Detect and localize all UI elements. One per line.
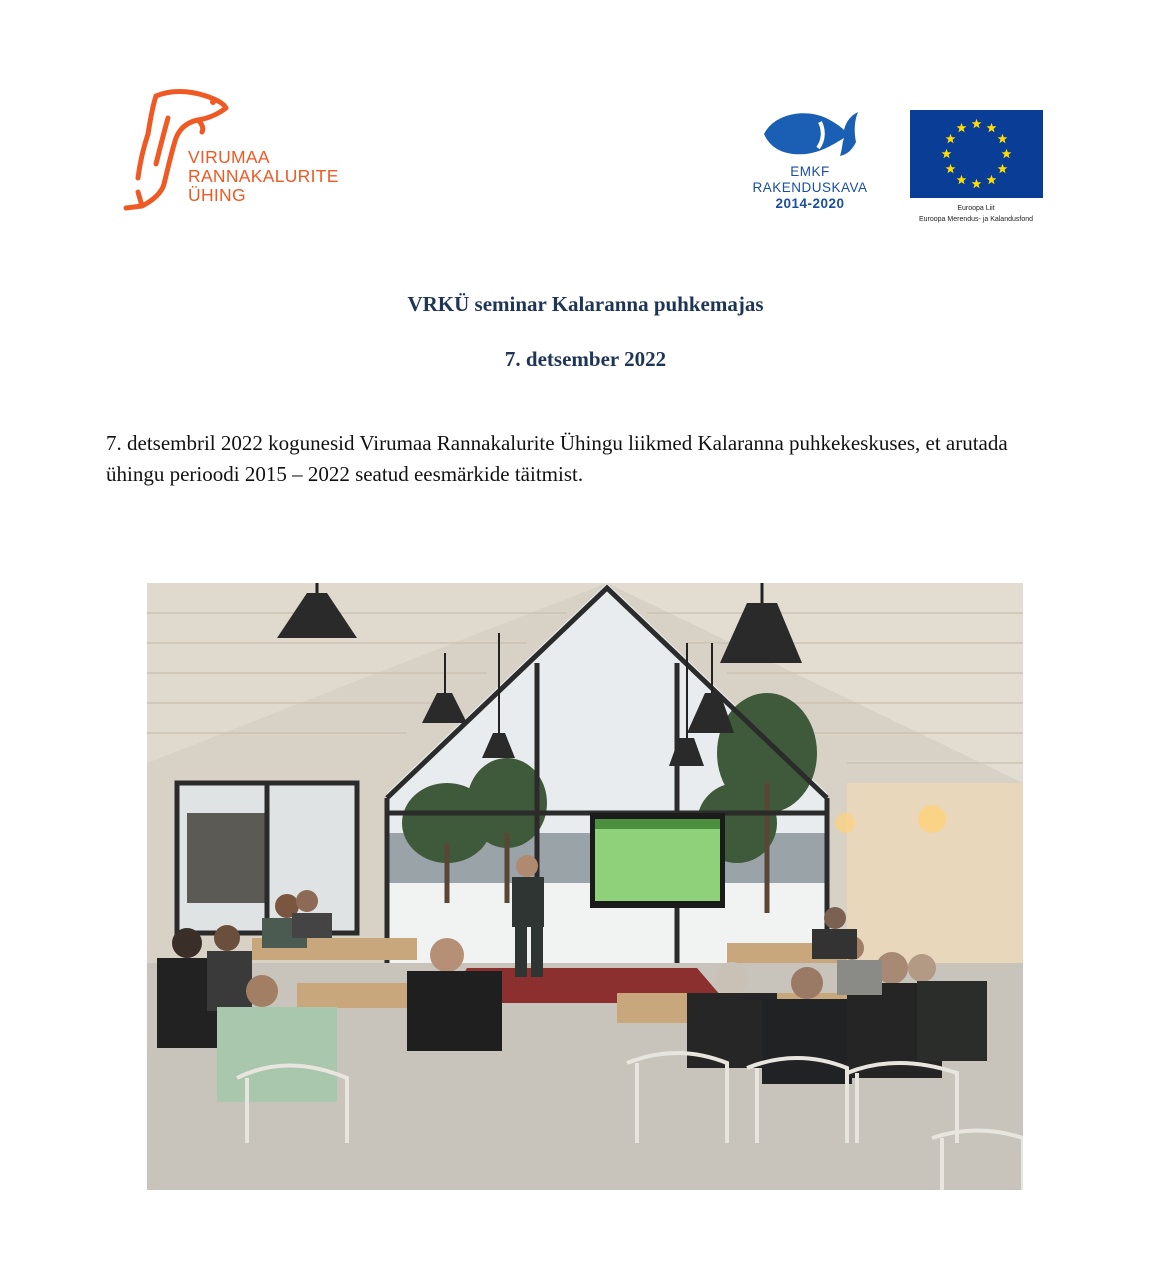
vrku-logo-line-3: ÜHING bbox=[188, 185, 246, 205]
emkf-years: 2014-2020 bbox=[775, 196, 845, 211]
seminar-room-photo bbox=[147, 583, 1023, 1190]
eu-caption bbox=[906, 203, 1046, 225]
document-date: 7. detsember 2022 bbox=[504, 347, 667, 371]
seminar-photo-illustration bbox=[147, 583, 1023, 1190]
emkf-logo-text bbox=[740, 164, 880, 212]
eu-star-icon bbox=[972, 179, 982, 188]
eu-logo bbox=[906, 108, 1046, 228]
eu-star-icon bbox=[957, 175, 967, 184]
document-title: VRKÜ seminar Kalaranna puhkemajas bbox=[407, 292, 764, 316]
eu-star-icon bbox=[998, 164, 1008, 173]
eu-star-icon bbox=[987, 175, 997, 184]
vrku-logo-line-1: VIRUMAA bbox=[188, 147, 270, 167]
emkf-fish-icon bbox=[760, 108, 860, 160]
eu-stars-icon bbox=[910, 110, 1043, 198]
eu-caption-line-2: Euroopa Merendus- ja Kalandusfond bbox=[918, 216, 1034, 223]
eu-caption-line-1: Euroopa Liit bbox=[957, 205, 995, 212]
eu-star-icon bbox=[1002, 149, 1012, 158]
eu-star-icon bbox=[987, 123, 997, 132]
eu-star-icon bbox=[942, 149, 952, 158]
emkf-logo bbox=[740, 108, 880, 228]
eu-star-icon bbox=[946, 134, 956, 143]
eu-star-icon bbox=[957, 123, 967, 132]
vrku-logo bbox=[118, 88, 348, 218]
eu-star-icon bbox=[998, 134, 1008, 143]
emkf-name: EMKF bbox=[790, 164, 830, 179]
eu-flag bbox=[910, 110, 1043, 198]
document-paragraph: 7. detsembril 2022 kogunesid Virumaa Rannakalurite Ühingu liikmed Kalaranna puhkekeskuses, et arutada ühingu perioodi 2015 – 2022 seatud eesmärkide täitmist. bbox=[106, 431, 1008, 486]
emkf-subtitle: RAKENDUSKAVA bbox=[752, 180, 868, 195]
vrku-logo-text bbox=[188, 148, 339, 205]
eu-star-icon bbox=[972, 119, 982, 128]
vrku-logo-line-2: RANNAKALURITE bbox=[188, 166, 339, 186]
eu-star-icon bbox=[946, 164, 956, 173]
